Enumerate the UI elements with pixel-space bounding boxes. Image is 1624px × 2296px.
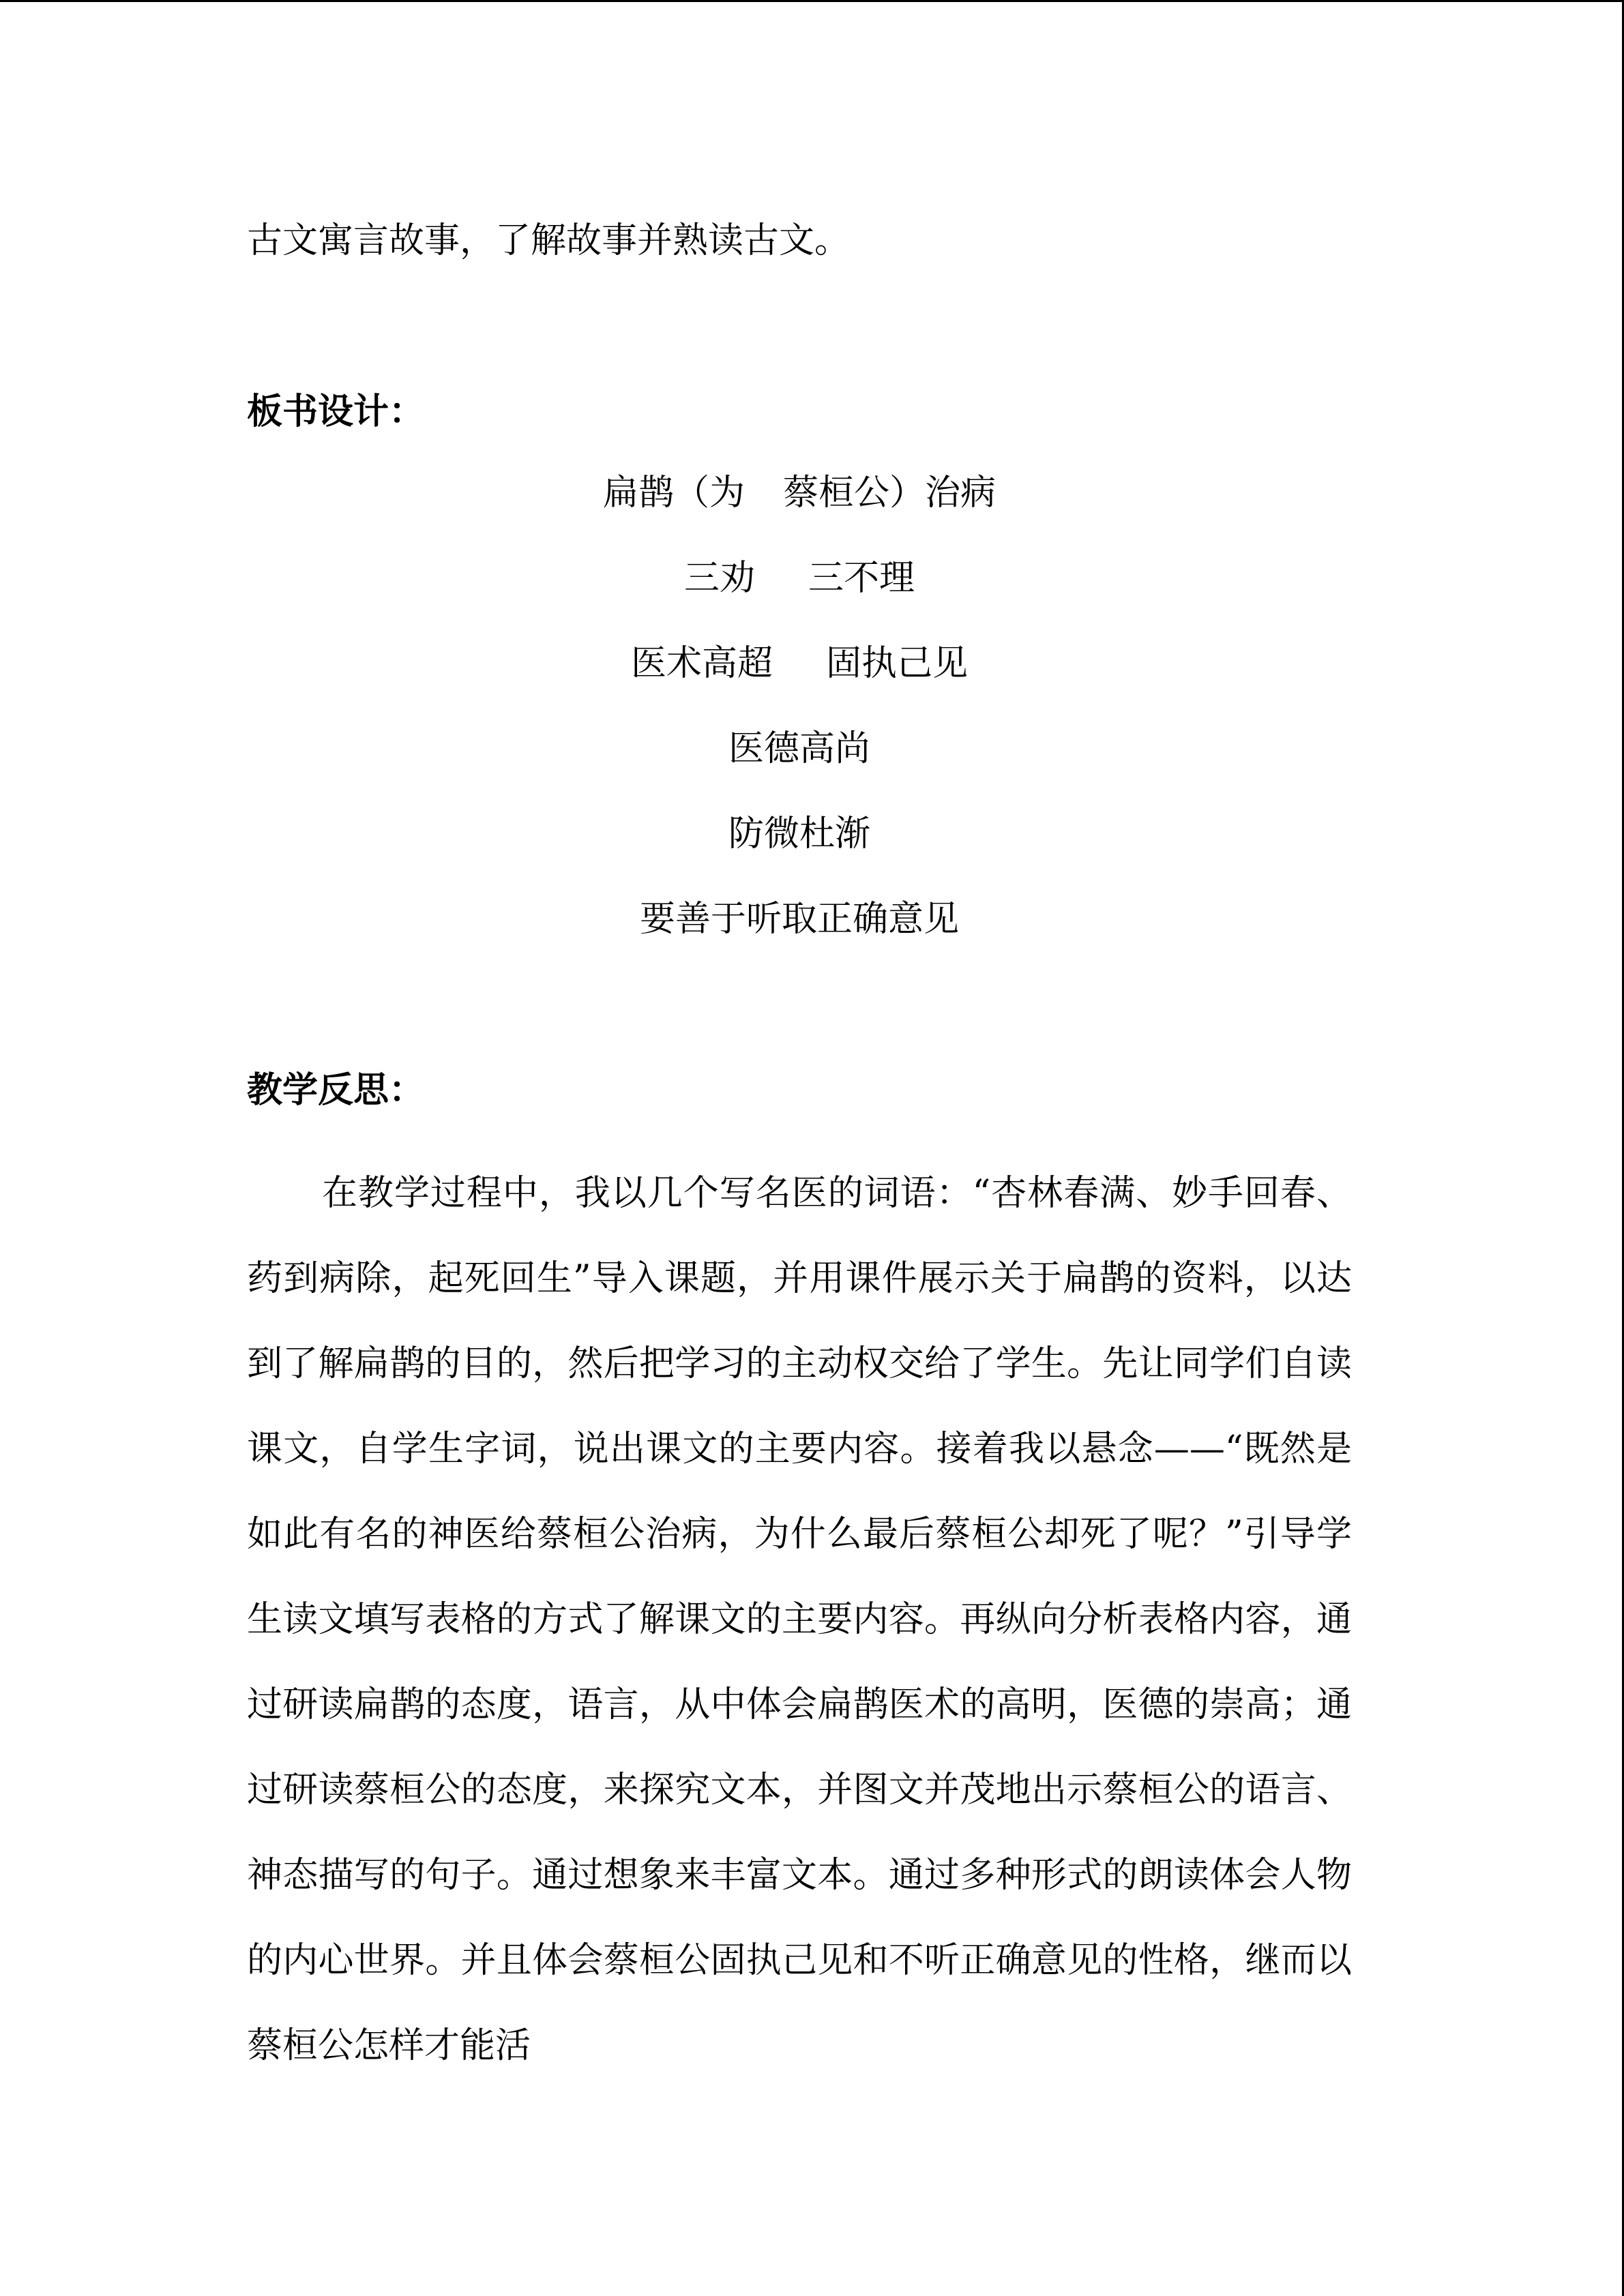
teaching-reflection-heading: 教学反思： xyxy=(247,1069,425,1111)
board-row1-left: 三劝 xyxy=(683,558,755,599)
board-design-heading: 板书设计： xyxy=(247,391,425,432)
board-title-left: 扁鹊（为 xyxy=(602,473,745,513)
board-title xyxy=(247,472,1352,514)
board-row-prevention: 防微杜渐 xyxy=(728,814,870,854)
board-row2-right: 固执己见 xyxy=(826,643,969,684)
teaching-reflection-paragraph: 在教学过程中，我以几个写名医的词语：“杏林春满、妙手回春、药到病除，起死回生”导入课题，并用课件展示关于扁鹊的资料，以达到了解扁鹊的目的，然后把学习的主动权交给了学生。先让同学们自读课文，自学生字词，说出课文的主要内容。接着我以悬念——“既然是如此有名的神医给蔡桓公治病，为什么最后蔡桓公却死了呢？”引导学生读文填写表格的方式了解课文的主要内容。再纵向分析表格内容，通过研读扁鹊的态度，语言，从中体会扁鹊医术的高明，医德的崇高；通过研读蔡桓公的态度，来探究文本，并图文并茂地出示蔡桓公的语言、神态描写的句子。通过想象来丰富文本。通过多种形式的朗读体会人物的内心世界。并且体会蔡桓公固执己见和不听正确意见的性格，继而以蔡桓公怎样才能活 xyxy=(247,1173,1352,2066)
board-row-virtue: 医德高尚 xyxy=(728,728,870,769)
intro-line: 古文寓言故事，了解故事并熟读古文。 xyxy=(247,220,851,261)
board-row-traits xyxy=(247,642,1352,685)
board-row1-right: 三不理 xyxy=(808,558,915,599)
board-row-advice xyxy=(247,557,1352,599)
board-row-lesson: 要善于听取正确意见 xyxy=(639,899,959,940)
page-border-top xyxy=(0,0,1624,2)
board-title-right: 蔡桓公）治病 xyxy=(783,473,996,513)
board-row2-left: 医术高超 xyxy=(630,643,773,684)
